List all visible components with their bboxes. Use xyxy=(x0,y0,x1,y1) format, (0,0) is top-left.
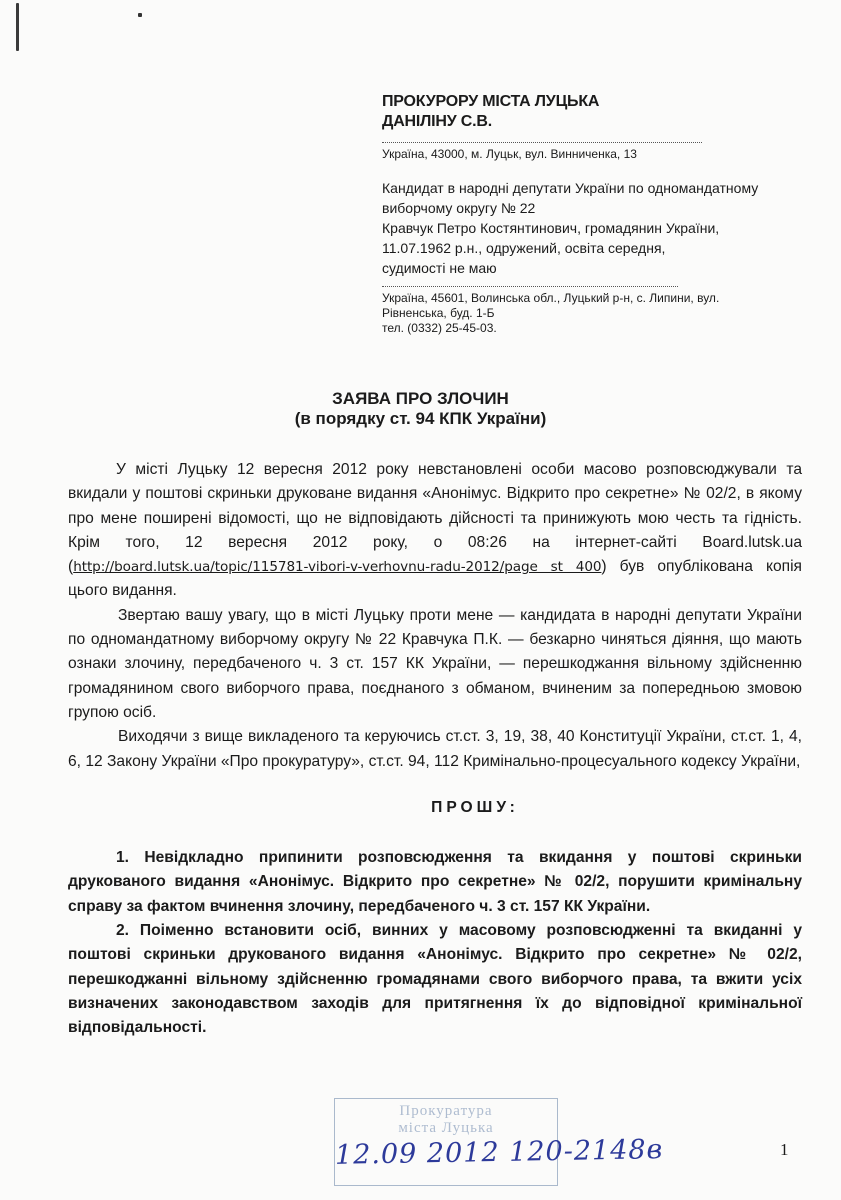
stamp-line: міста Луцька xyxy=(398,1120,494,1136)
applicant-phone: тел. (0332) 25-45-03. xyxy=(382,321,497,335)
paragraph-notice: Звертаю вашу увагу, що в місті Луцьку проти мене — кандидата в народні депутати України по одномандатному виборчому округу № 22 Кравчука П.К. — безкарно чиняться діяння, що мають ознаки злочину, передбаченого ч. 3 ст. 157 КК України, — перешкоджання вільному здійсненню громадянином свого виборчого права, поєднаного з обманом, вчиненим за попередньою змовою групою осіб. xyxy=(68,606,802,721)
addressee-address: Україна, 43000, м. Луцьк, вул. Винниченка, 13 xyxy=(382,147,637,161)
addressee-name: ДАНІЛІНУ С.В. xyxy=(382,113,492,130)
stamp-line: Прокуратура xyxy=(399,1103,493,1119)
title-sub: (в порядку ст. 94 КПК України) xyxy=(294,409,547,428)
request-heading: ПРОШУ: xyxy=(431,798,519,816)
paragraph-text: ) був опублікована копія цього видання. xyxy=(68,558,802,600)
page-number: 1 xyxy=(780,1140,789,1159)
source-link[interactable]: http://board.lutsk.ua/topic/115781-vibori-v-verhovnu-radu-2012/page st 400 xyxy=(73,559,602,576)
applicant-address-line: Україна, 45601, Волинська обл., Луцький р-н, с. Липини, вул. xyxy=(382,291,720,305)
paragraph-incident xyxy=(68,458,802,604)
title-main: ЗАЯВА ПРО ЗЛОЧИН xyxy=(332,389,509,408)
applicant-line: 11.07.1962 р.н., одружений, освіта середня, xyxy=(382,240,666,256)
addressee-title: ПРОКУРОРУ МІСТА ЛУЦЬКА xyxy=(382,93,600,110)
document-title xyxy=(0,389,841,429)
dotted-separator xyxy=(382,142,702,143)
paragraph-text: У місті Луцьку 12 вересня 2012 року невстановлені особи масово розповсюджували та вкидали у поштові скриньки друковане видання «Анонімус. Відкрито про секретне» № 02/2, в якому про мене поширені відомості, що не відповідають дійсності та принижують мою честь та гідність. Крім того, 12 вересня 2012 року, о 08:26 на інтернет-сайті Board.lutsk.ua ( xyxy=(68,461,802,576)
document-body xyxy=(68,458,802,1041)
request-item: 2. Поіменно встановити осіб, винних у масовому розповсюдженні та вкиданні у поштові скриньки друкованого видання «Анонімус. Відкрито про секретне» № 02/2, перешкоджанні вільному здійсненню громадянами свого виборчого права, та вжити усіх визначених законодавством заходів для притягнення їх до відповідної кримінальної відповідальності. xyxy=(68,922,802,1037)
scan-speck xyxy=(138,13,142,17)
applicant-line: Кравчук Петро Костянтинович, громадянин України, xyxy=(382,220,720,236)
applicant-info xyxy=(382,178,802,278)
applicant-line: судимості не маю xyxy=(382,260,497,276)
addressee-block xyxy=(382,92,802,336)
scan-margin-mark xyxy=(16,3,19,51)
dotted-separator xyxy=(382,286,678,287)
applicant-address xyxy=(382,291,802,336)
applicant-address-line: Рівненська, буд. 1-Б xyxy=(382,306,495,320)
handwritten-registration-number: 12.09 2012 120-2148в xyxy=(334,1134,664,1171)
applicant-line: Кандидат в народні депутати України по одномандатному xyxy=(382,180,759,196)
applicant-line: виборчому округу № 22 xyxy=(382,200,536,216)
request-item: 1. Невідкладно припинити розповсюдження та вкидання у поштові скриньки друкованого видання «Анонімус. Відкрито про секретне» № 02/2, порушити кримінальну справу за фактом вчинення злочину, передбаченого ч. 3 ст. 157 КК України. xyxy=(68,849,802,915)
paragraph-legal-basis: Виходячи з вище викладеного та керуючись ст.ст. 3, 19, 38, 40 Конституції України, ст.ст. 1, 4, 6, 12 Закону України «Про прокуратуру», ст.ст. 94, 112 Кримінально-процесуального кодексу України, xyxy=(68,728,802,770)
